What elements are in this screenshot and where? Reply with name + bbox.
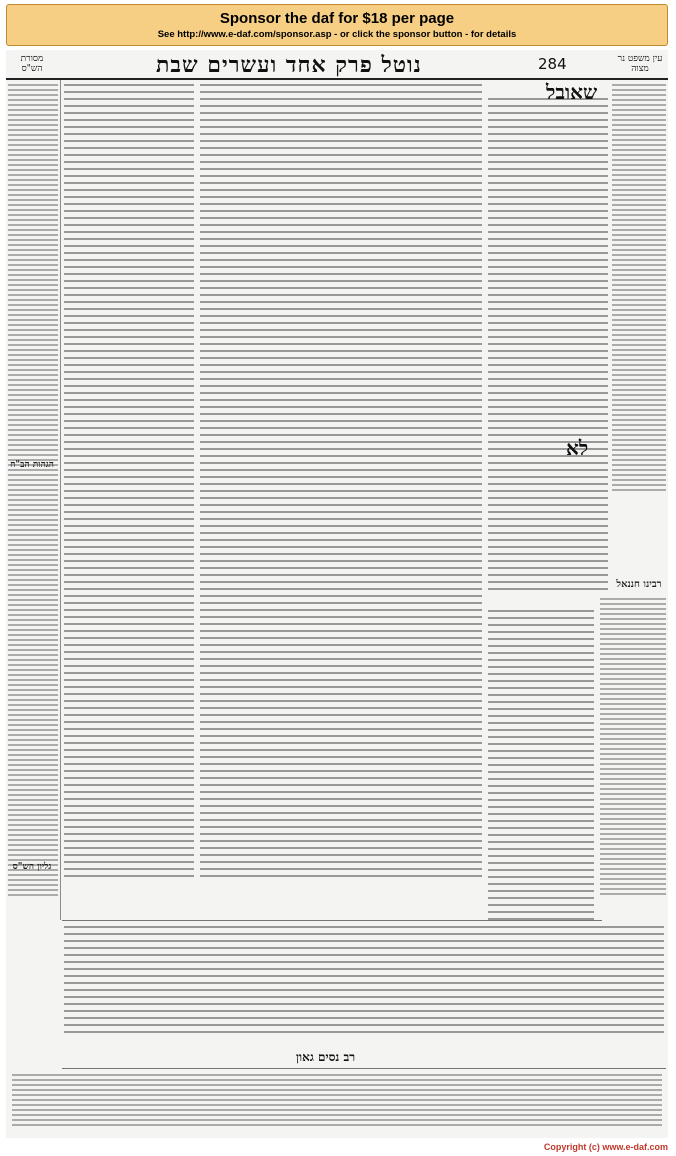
tosafot-column (64, 84, 194, 914)
gilyon-hashas-label: גליון הש"ס (12, 862, 52, 872)
lower-commentary-upper (64, 926, 664, 1046)
masoret-hashas-header: מסורת הש"ס (20, 54, 44, 74)
ein-mishpat-header: עין משפט נר מצוה (617, 54, 663, 74)
sponsor-banner[interactable] (6, 4, 668, 46)
ein-mishpat-column (612, 84, 666, 564)
copyright-notice[interactable]: Copyright (c) www.e-daf.com (543, 1142, 668, 1152)
hagahot-habach-label: הגהות הב"ח (10, 460, 54, 470)
lower-divider (62, 920, 602, 921)
rabbeinu-chananel-label: רבינו חננאל (616, 579, 662, 590)
left-margin-divider (60, 80, 61, 920)
rashi-column (488, 98, 608, 598)
rav-nissim-divider (62, 1068, 666, 1069)
rashi-second-word: לא (566, 436, 589, 460)
rabbeinu-chananel-column (600, 598, 666, 928)
rashi-opening-word: שאובל (546, 80, 598, 104)
rashi-lower-column (488, 610, 594, 930)
talmud-page (6, 50, 668, 1138)
gemara-column (200, 84, 482, 910)
sponsor-details: See http://www.e-daf.com/sponsor.asp - or click the sponsor button - for details (157, 29, 517, 40)
sponsor-headline: Sponsor the daf for $18 per page (219, 10, 455, 27)
rav-nissim-gaon-heading: רב נסים גאון (296, 1050, 356, 1064)
page-number: 284 (538, 55, 567, 73)
chapter-title: נוטל פרק אחד ועשרים שבת (156, 52, 422, 78)
rav-nissim-gaon-text (12, 1074, 662, 1134)
masoret-hashas-column (8, 84, 58, 914)
